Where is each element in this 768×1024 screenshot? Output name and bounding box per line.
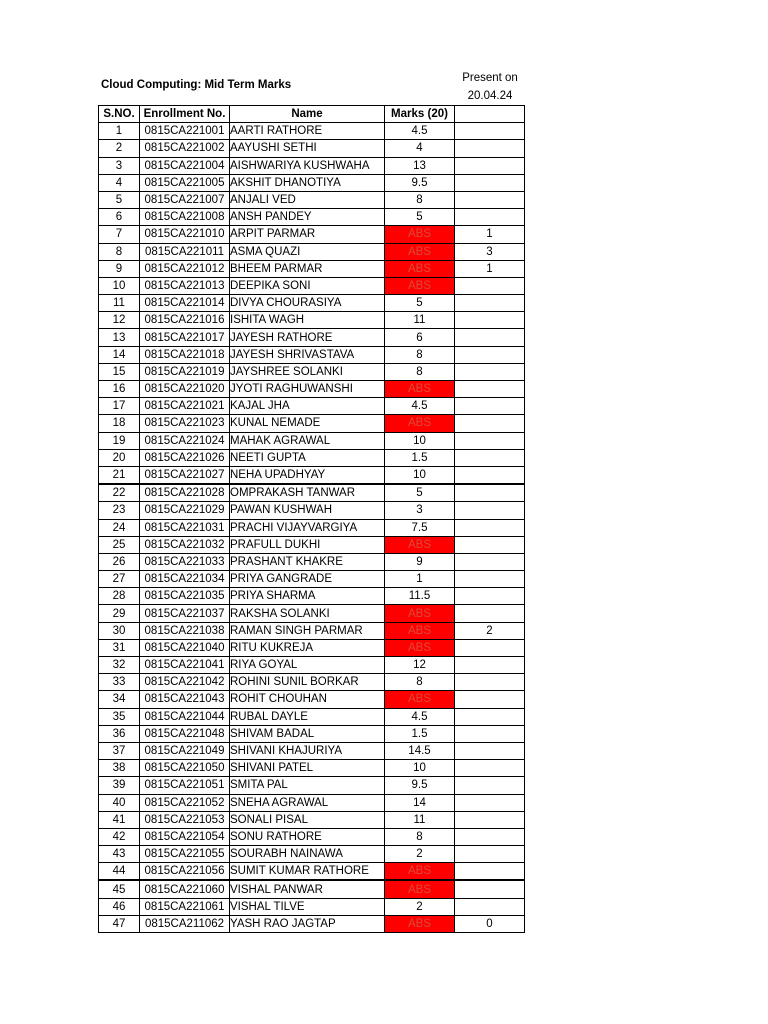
table-row bbox=[99, 295, 525, 312]
cell-sno: 31 bbox=[99, 639, 140, 656]
cell-sno: 22 bbox=[99, 484, 140, 502]
table-row bbox=[99, 398, 525, 415]
cell-sno: 35 bbox=[99, 708, 140, 725]
cell-sno: 8 bbox=[99, 243, 140, 260]
cell-marks: 14.5 bbox=[385, 742, 455, 759]
cell-present bbox=[455, 398, 525, 415]
cell-present bbox=[455, 277, 525, 294]
cell-marks: 3 bbox=[385, 502, 455, 519]
cell-marks: 10 bbox=[385, 466, 455, 484]
cell-present bbox=[455, 863, 525, 881]
table-row bbox=[99, 725, 525, 742]
cell-marks: 1.5 bbox=[385, 725, 455, 742]
cell-name: DIVYA CHOURASIYA bbox=[230, 295, 385, 312]
cell-sno: 37 bbox=[99, 742, 140, 759]
cell-enrollment: 0815CA221050 bbox=[140, 760, 230, 777]
cell-enrollment: 0815CA221042 bbox=[140, 674, 230, 691]
cell-name: VISHAL PANWAR bbox=[230, 880, 385, 898]
cell-present bbox=[455, 157, 525, 174]
cell-present bbox=[455, 898, 525, 915]
cell-present: 2 bbox=[455, 622, 525, 639]
cell-sno: 36 bbox=[99, 725, 140, 742]
cell-name: SONU RATHORE bbox=[230, 828, 385, 845]
present-on-header bbox=[456, 70, 524, 105]
cell-sno: 11 bbox=[99, 295, 140, 312]
cell-enrollment: 0815CA221048 bbox=[140, 725, 230, 742]
cell-sno: 12 bbox=[99, 312, 140, 329]
table-row bbox=[99, 536, 525, 553]
cell-marks: 11.5 bbox=[385, 588, 455, 605]
cell-sno: 25 bbox=[99, 536, 140, 553]
cell-enrollment: 0815CA221037 bbox=[140, 605, 230, 622]
table-row bbox=[99, 811, 525, 828]
cell-sno: 38 bbox=[99, 760, 140, 777]
cell-enrollment: 0815CA221007 bbox=[140, 191, 230, 208]
cell-present bbox=[455, 605, 525, 622]
table-row bbox=[99, 277, 525, 294]
cell-sno: 30 bbox=[99, 622, 140, 639]
cell-marks: 7.5 bbox=[385, 519, 455, 536]
table-row bbox=[99, 742, 525, 759]
cell-enrollment: 0815CA221013 bbox=[140, 277, 230, 294]
cell-enrollment: 0815CA221051 bbox=[140, 777, 230, 794]
table-row bbox=[99, 605, 525, 622]
cell-name: SNEHA AGRAWAL bbox=[230, 794, 385, 811]
cell-present bbox=[455, 742, 525, 759]
cell-name: PRASHANT KHAKRE bbox=[230, 553, 385, 570]
table-row bbox=[99, 484, 525, 502]
cell-marks: 8 bbox=[385, 191, 455, 208]
cell-enrollment: 0815CA221027 bbox=[140, 466, 230, 484]
cell-sno: 15 bbox=[99, 363, 140, 380]
cell-marks: 5 bbox=[385, 209, 455, 226]
cell-marks: 9.5 bbox=[385, 777, 455, 794]
cell-present bbox=[455, 502, 525, 519]
cell-present bbox=[455, 329, 525, 346]
cell-name: SHIVANI KHAJURIYA bbox=[230, 742, 385, 759]
cell-name: ASMA QUAZI bbox=[230, 243, 385, 260]
header-marks: Marks (20) bbox=[385, 106, 455, 123]
cell-name: ROHIT CHOUHAN bbox=[230, 691, 385, 708]
table-row bbox=[99, 329, 525, 346]
cell-present bbox=[455, 880, 525, 898]
cell-marks: 4.5 bbox=[385, 123, 455, 140]
cell-marks: 5 bbox=[385, 295, 455, 312]
header-name: Name bbox=[230, 106, 385, 123]
cell-marks: ABS bbox=[385, 915, 455, 932]
cell-name: OMPRAKASH TANWAR bbox=[230, 484, 385, 502]
table-row bbox=[99, 432, 525, 449]
table-header-row bbox=[99, 106, 525, 123]
cell-marks: 1.5 bbox=[385, 449, 455, 466]
cell-marks: 9.5 bbox=[385, 174, 455, 191]
cell-name: PRIYA SHARMA bbox=[230, 588, 385, 605]
table-row bbox=[99, 157, 525, 174]
cell-enrollment: 0815CA221040 bbox=[140, 639, 230, 656]
cell-enrollment: 0815CA221014 bbox=[140, 295, 230, 312]
table-row bbox=[99, 777, 525, 794]
cell-present: 0 bbox=[455, 915, 525, 932]
cell-sno: 6 bbox=[99, 209, 140, 226]
cell-marks: 4 bbox=[385, 140, 455, 157]
cell-sno: 10 bbox=[99, 277, 140, 294]
cell-present: 3 bbox=[455, 243, 525, 260]
cell-marks: 12 bbox=[385, 657, 455, 674]
cell-name: RUBAL DAYLE bbox=[230, 708, 385, 725]
cell-present bbox=[455, 828, 525, 845]
cell-enrollment: 0815CA221016 bbox=[140, 312, 230, 329]
cell-sno: 16 bbox=[99, 381, 140, 398]
cell-name: AARTI RATHORE bbox=[230, 123, 385, 140]
cell-name: SUMIT KUMAR RATHORE bbox=[230, 863, 385, 881]
cell-sno: 18 bbox=[99, 415, 140, 432]
cell-present bbox=[455, 519, 525, 536]
header-enrollment: Enrollment No. bbox=[140, 106, 230, 123]
cell-present bbox=[455, 811, 525, 828]
cell-name: SOURABH NAINAWA bbox=[230, 846, 385, 863]
cell-name: VISHAL TILVE bbox=[230, 898, 385, 915]
cell-enrollment: 0815CA221053 bbox=[140, 811, 230, 828]
cell-marks: 13 bbox=[385, 157, 455, 174]
table-row bbox=[99, 898, 525, 915]
cell-present bbox=[455, 484, 525, 502]
cell-name: JAYESH SHRIVASTAVA bbox=[230, 346, 385, 363]
cell-present bbox=[455, 174, 525, 191]
cell-marks: ABS bbox=[385, 605, 455, 622]
sheet-title: Cloud Computing: Mid Term Marks bbox=[101, 79, 292, 91]
table-row bbox=[99, 846, 525, 863]
cell-sno: 24 bbox=[99, 519, 140, 536]
cell-enrollment: 0815CA221012 bbox=[140, 260, 230, 277]
cell-name: ANJALI VED bbox=[230, 191, 385, 208]
table-body bbox=[99, 123, 525, 933]
cell-enrollment: 0815CA221061 bbox=[140, 898, 230, 915]
cell-enrollment: 0815CA221043 bbox=[140, 691, 230, 708]
header-sno: S.NO. bbox=[99, 106, 140, 123]
cell-enrollment: 0815CA221011 bbox=[140, 243, 230, 260]
cell-sno: 19 bbox=[99, 432, 140, 449]
cell-enrollment: 0815CA221035 bbox=[140, 588, 230, 605]
cell-sno: 44 bbox=[99, 863, 140, 881]
cell-sno: 34 bbox=[99, 691, 140, 708]
cell-marks: 4.5 bbox=[385, 398, 455, 415]
cell-name: SHIVANI PATEL bbox=[230, 760, 385, 777]
cell-marks: 10 bbox=[385, 432, 455, 449]
cell-name: RAMAN SINGH PARMAR bbox=[230, 622, 385, 639]
cell-marks: 14 bbox=[385, 794, 455, 811]
cell-sno: 14 bbox=[99, 346, 140, 363]
cell-name: AAYUSHI SETHI bbox=[230, 140, 385, 157]
cell-present bbox=[455, 760, 525, 777]
cell-enrollment: 0815CA221005 bbox=[140, 174, 230, 191]
cell-marks: ABS bbox=[385, 639, 455, 656]
cell-enrollment: 0815CA221024 bbox=[140, 432, 230, 449]
table-row bbox=[99, 381, 525, 398]
cell-present bbox=[455, 449, 525, 466]
table-row bbox=[99, 243, 525, 260]
cell-enrollment: 0815CA221052 bbox=[140, 794, 230, 811]
table-row bbox=[99, 657, 525, 674]
cell-sno: 45 bbox=[99, 880, 140, 898]
cell-enrollment: 0815CA221054 bbox=[140, 828, 230, 845]
cell-present bbox=[455, 415, 525, 432]
cell-name: ANSH PANDEY bbox=[230, 209, 385, 226]
cell-present bbox=[455, 725, 525, 742]
cell-enrollment: 0815CA221028 bbox=[140, 484, 230, 502]
cell-name: PAWAN KUSHWAH bbox=[230, 502, 385, 519]
cell-name: PRAFULL DUKHI bbox=[230, 536, 385, 553]
cell-name: SHIVAM BADAL bbox=[230, 725, 385, 742]
cell-marks: 9 bbox=[385, 553, 455, 570]
cell-sno: 2 bbox=[99, 140, 140, 157]
table-row bbox=[99, 466, 525, 484]
cell-name: SMITA PAL bbox=[230, 777, 385, 794]
cell-name: NEETI GUPTA bbox=[230, 449, 385, 466]
cell-present bbox=[455, 466, 525, 484]
cell-marks: 8 bbox=[385, 363, 455, 380]
cell-enrollment: 0815CA221041 bbox=[140, 657, 230, 674]
table-row bbox=[99, 674, 525, 691]
table-row bbox=[99, 260, 525, 277]
cell-sno: 5 bbox=[99, 191, 140, 208]
cell-name: KUNAL NEMADE bbox=[230, 415, 385, 432]
cell-marks: 8 bbox=[385, 674, 455, 691]
cell-enrollment: 0815CA221060 bbox=[140, 880, 230, 898]
cell-sno: 9 bbox=[99, 260, 140, 277]
present-on-label: Present on bbox=[462, 72, 518, 84]
cell-enrollment: 0815CA221020 bbox=[140, 381, 230, 398]
cell-present bbox=[455, 708, 525, 725]
cell-enrollment: 0815CA221026 bbox=[140, 449, 230, 466]
table-row bbox=[99, 863, 525, 881]
cell-enrollment: 0815CA221031 bbox=[140, 519, 230, 536]
cell-marks: ABS bbox=[385, 863, 455, 881]
cell-present bbox=[455, 346, 525, 363]
cell-present bbox=[455, 639, 525, 656]
cell-name: SONALI PISAL bbox=[230, 811, 385, 828]
table-row bbox=[99, 553, 525, 570]
header-present bbox=[455, 106, 525, 123]
cell-enrollment: 0815CA221023 bbox=[140, 415, 230, 432]
cell-sno: 46 bbox=[99, 898, 140, 915]
table-row bbox=[99, 915, 525, 932]
table-row bbox=[99, 588, 525, 605]
cell-marks: 6 bbox=[385, 329, 455, 346]
cell-present bbox=[455, 312, 525, 329]
table-row bbox=[99, 880, 525, 898]
table-row bbox=[99, 760, 525, 777]
cell-present bbox=[455, 140, 525, 157]
cell-name: ISHITA WAGH bbox=[230, 312, 385, 329]
cell-marks: 8 bbox=[385, 828, 455, 845]
cell-enrollment: 0815CA221055 bbox=[140, 846, 230, 863]
table-row bbox=[99, 191, 525, 208]
table-row bbox=[99, 519, 525, 536]
cell-marks: ABS bbox=[385, 243, 455, 260]
cell-present bbox=[455, 363, 525, 380]
table-row bbox=[99, 571, 525, 588]
table-row bbox=[99, 363, 525, 380]
cell-present bbox=[455, 691, 525, 708]
cell-name: RIYA GOYAL bbox=[230, 657, 385, 674]
cell-name: YASH RAO JAGTAP bbox=[230, 915, 385, 932]
cell-name: BHEEM PARMAR bbox=[230, 260, 385, 277]
cell-name: RITU KUKREJA bbox=[230, 639, 385, 656]
cell-sno: 13 bbox=[99, 329, 140, 346]
cell-enrollment: 0815CA221049 bbox=[140, 742, 230, 759]
cell-sno: 20 bbox=[99, 449, 140, 466]
cell-present bbox=[455, 777, 525, 794]
cell-marks: 4.5 bbox=[385, 708, 455, 725]
table-row bbox=[99, 502, 525, 519]
cell-enrollment: 0815CA221056 bbox=[140, 863, 230, 881]
cell-present bbox=[455, 846, 525, 863]
table-row bbox=[99, 226, 525, 243]
cell-name: AKSHIT DHANOTIYA bbox=[230, 174, 385, 191]
cell-enrollment: 0815CA221002 bbox=[140, 140, 230, 157]
cell-marks: 1 bbox=[385, 571, 455, 588]
cell-sno: 3 bbox=[99, 157, 140, 174]
cell-enrollment: 0815CA221044 bbox=[140, 708, 230, 725]
cell-enrollment: 0815CA221017 bbox=[140, 329, 230, 346]
cell-sno: 33 bbox=[99, 674, 140, 691]
cell-enrollment: 0815CA221034 bbox=[140, 571, 230, 588]
cell-present bbox=[455, 381, 525, 398]
cell-enrollment: 0815CA221004 bbox=[140, 157, 230, 174]
cell-enrollment: 0815CA221038 bbox=[140, 622, 230, 639]
table-row bbox=[99, 691, 525, 708]
cell-enrollment: 0815CA221001 bbox=[140, 123, 230, 140]
cell-present bbox=[455, 571, 525, 588]
cell-name: ROHINI SUNIL BORKAR bbox=[230, 674, 385, 691]
cell-marks: ABS bbox=[385, 226, 455, 243]
cell-sno: 32 bbox=[99, 657, 140, 674]
cell-sno: 29 bbox=[99, 605, 140, 622]
cell-marks: 10 bbox=[385, 760, 455, 777]
cell-sno: 23 bbox=[99, 502, 140, 519]
table-row bbox=[99, 622, 525, 639]
cell-sno: 26 bbox=[99, 553, 140, 570]
cell-name: ARPIT PARMAR bbox=[230, 226, 385, 243]
cell-marks: ABS bbox=[385, 260, 455, 277]
table-row bbox=[99, 346, 525, 363]
cell-enrollment: 0815CA221033 bbox=[140, 553, 230, 570]
cell-present: 1 bbox=[455, 226, 525, 243]
cell-name: JYOTI RAGHUWANSHI bbox=[230, 381, 385, 398]
cell-name: PRIYA GANGRADE bbox=[230, 571, 385, 588]
marks-table bbox=[98, 105, 525, 933]
cell-marks: ABS bbox=[385, 622, 455, 639]
cell-sno: 42 bbox=[99, 828, 140, 845]
table-row bbox=[99, 174, 525, 191]
table-row bbox=[99, 794, 525, 811]
cell-enrollment: 0815CA211062 bbox=[140, 915, 230, 932]
cell-sno: 43 bbox=[99, 846, 140, 863]
cell-name: MAHAK AGRAWAL bbox=[230, 432, 385, 449]
cell-marks: 2 bbox=[385, 898, 455, 915]
cell-name: JAYESH RATHORE bbox=[230, 329, 385, 346]
cell-marks: 8 bbox=[385, 346, 455, 363]
cell-sno: 21 bbox=[99, 466, 140, 484]
table-row bbox=[99, 140, 525, 157]
cell-marks: ABS bbox=[385, 691, 455, 708]
cell-enrollment: 0815CA221029 bbox=[140, 502, 230, 519]
cell-sno: 7 bbox=[99, 226, 140, 243]
cell-name: AISHWARIYA KUSHWAHA bbox=[230, 157, 385, 174]
cell-enrollment: 0815CA221032 bbox=[140, 536, 230, 553]
cell-marks: 11 bbox=[385, 811, 455, 828]
cell-present bbox=[455, 536, 525, 553]
table-row bbox=[99, 123, 525, 140]
cell-sno: 1 bbox=[99, 123, 140, 140]
cell-marks: 2 bbox=[385, 846, 455, 863]
cell-present bbox=[455, 657, 525, 674]
cell-present bbox=[455, 191, 525, 208]
cell-sno: 4 bbox=[99, 174, 140, 191]
cell-enrollment: 0815CA221018 bbox=[140, 346, 230, 363]
cell-enrollment: 0815CA221021 bbox=[140, 398, 230, 415]
cell-present: 1 bbox=[455, 260, 525, 277]
table-row bbox=[99, 828, 525, 845]
cell-marks: ABS bbox=[385, 880, 455, 898]
cell-marks: ABS bbox=[385, 381, 455, 398]
cell-sno: 28 bbox=[99, 588, 140, 605]
cell-sno: 17 bbox=[99, 398, 140, 415]
cell-sno: 41 bbox=[99, 811, 140, 828]
cell-name: JAYSHREE SOLANKI bbox=[230, 363, 385, 380]
cell-sno: 27 bbox=[99, 571, 140, 588]
cell-enrollment: 0815CA221010 bbox=[140, 226, 230, 243]
cell-name: PRACHI VIJAYVARGIYA bbox=[230, 519, 385, 536]
table-row bbox=[99, 449, 525, 466]
table-row bbox=[99, 209, 525, 226]
cell-present bbox=[455, 123, 525, 140]
cell-marks: ABS bbox=[385, 415, 455, 432]
cell-sno: 39 bbox=[99, 777, 140, 794]
present-on-date: 20.04.24 bbox=[467, 89, 513, 102]
cell-present bbox=[455, 553, 525, 570]
cell-marks: 11 bbox=[385, 312, 455, 329]
cell-present bbox=[455, 295, 525, 312]
cell-name: NEHA UPADHYAY bbox=[230, 466, 385, 484]
cell-marks: 5 bbox=[385, 484, 455, 502]
table-row bbox=[99, 708, 525, 725]
cell-name: KAJAL JHA bbox=[230, 398, 385, 415]
cell-sno: 40 bbox=[99, 794, 140, 811]
cell-sno: 47 bbox=[99, 915, 140, 932]
table-row bbox=[99, 415, 525, 432]
table-row bbox=[99, 312, 525, 329]
cell-name: DEEPIKA SONI bbox=[230, 277, 385, 294]
cell-present bbox=[455, 674, 525, 691]
cell-marks: ABS bbox=[385, 536, 455, 553]
cell-present bbox=[455, 432, 525, 449]
cell-enrollment: 0815CA221019 bbox=[140, 363, 230, 380]
cell-present bbox=[455, 209, 525, 226]
table-row bbox=[99, 639, 525, 656]
cell-enrollment: 0815CA221008 bbox=[140, 209, 230, 226]
cell-present bbox=[455, 588, 525, 605]
cell-marks: ABS bbox=[385, 277, 455, 294]
cell-name: RAKSHA SOLANKI bbox=[230, 605, 385, 622]
cell-present bbox=[455, 794, 525, 811]
